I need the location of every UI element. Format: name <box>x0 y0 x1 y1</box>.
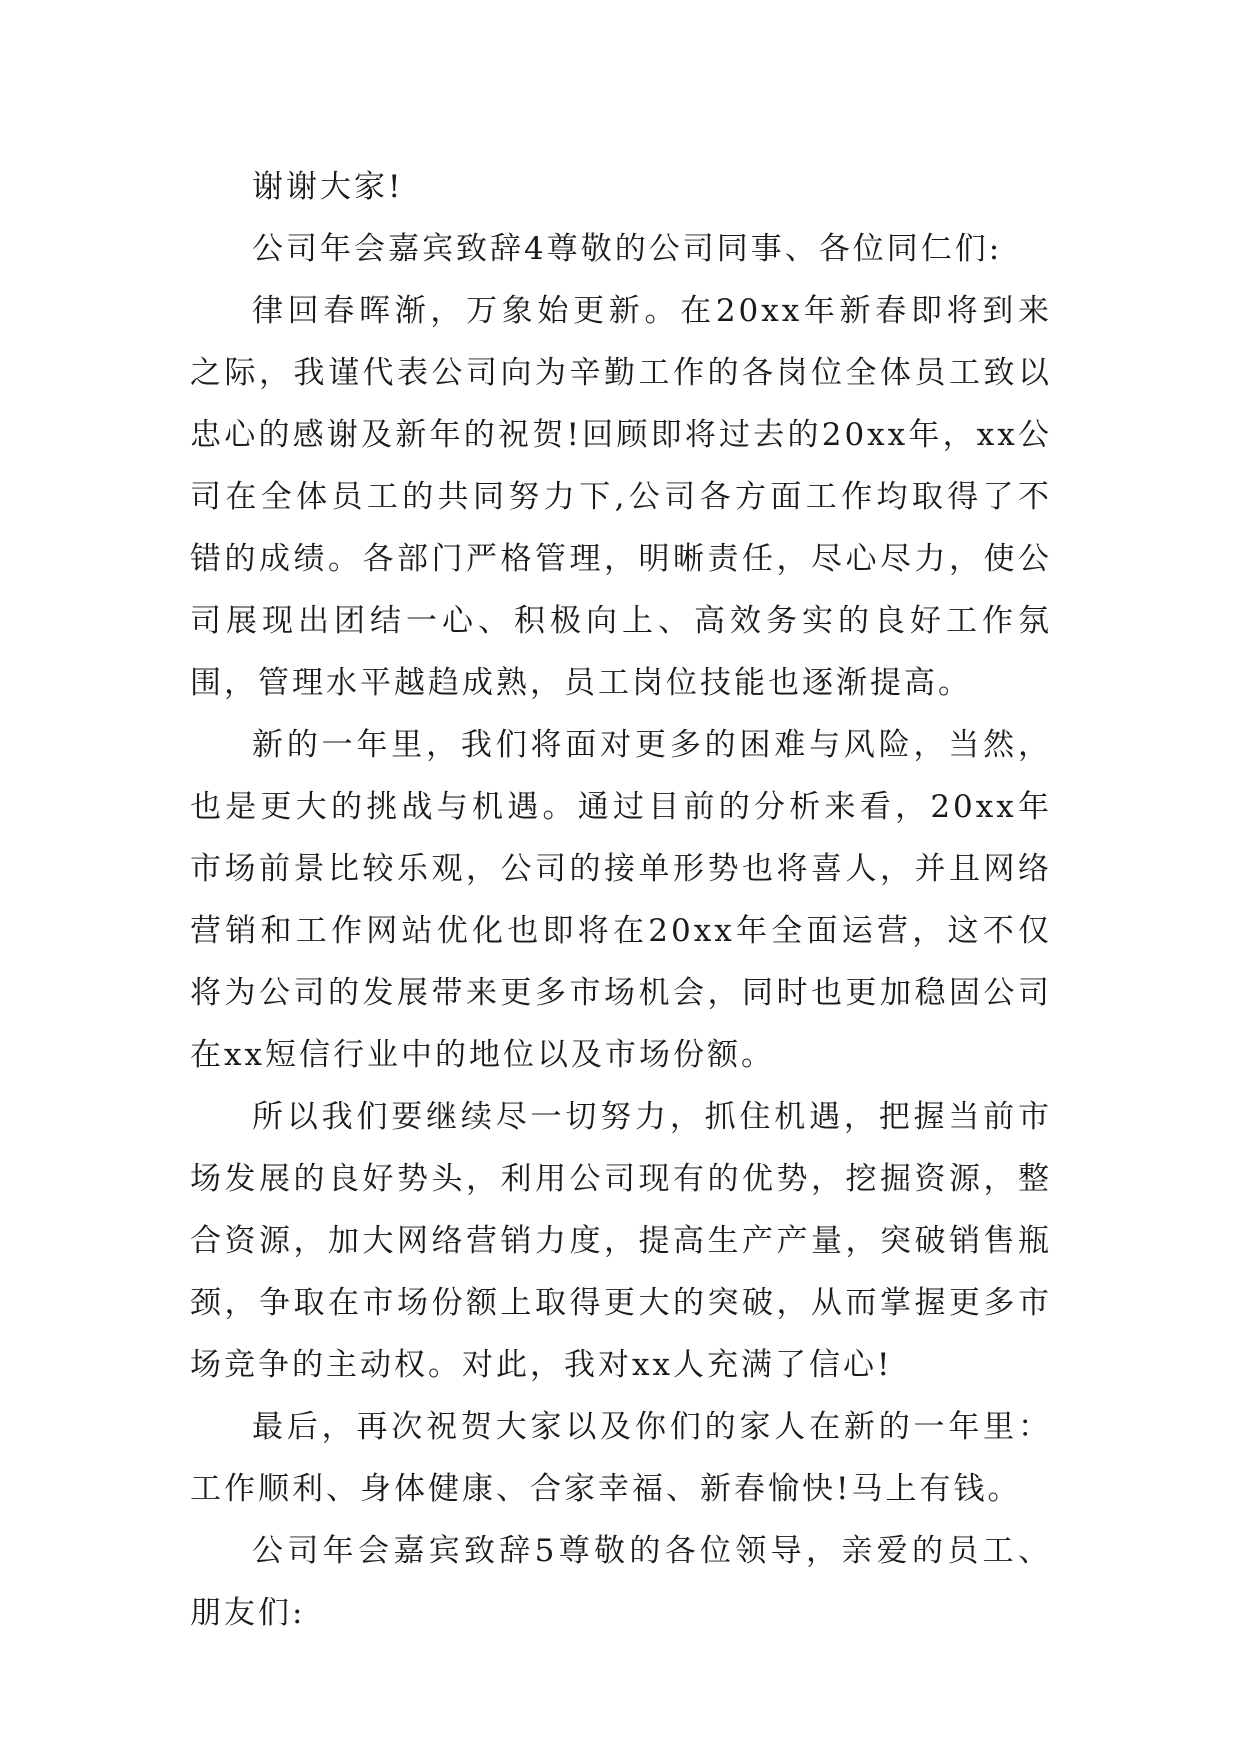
paragraph-outlook: 新的一年里，我们将面对更多的困难与风险，当然，也是更大的挑战与机遇。通过目前的分析来看，20xx年市场前景比较乐观，公司的接单形势也将喜人，并且网络营销和工作网站优化也即将在20xx年全面运营，这不仅将为公司的发展带来更多市场机会，同时也更加稳固公司在xx短信行业中的地位以及市场份额。 <box>190 727 1052 1073</box>
paragraph-thanks: 谢谢大家! <box>252 169 404 205</box>
paragraph-speech-5-heading: 公司年会嘉宾致辞5尊敬的各位领导，亲爱的员工、朋友们: <box>190 1533 1052 1631</box>
paragraph-speech-4-heading: 公司年会嘉宾致辞4尊敬的公司同事、各位同仁们: <box>252 231 1003 267</box>
paragraph-wishes: 最后，再次祝贺大家以及你们的家人在新的一年里：工作顺利、身体健康、合家幸福、新春愉快!马上有钱。 <box>190 1409 1052 1507</box>
document-body <box>190 156 1052 1644</box>
paragraph-review: 律回春晖渐，万象始更新。在20xx年新春即将到来之际，我谨代表公司向为辛勤工作的各岗位全体员工致以忠心的感谢及新年的祝贺!回顾即将过去的20xx年，xx公司在全体员工的共同努力下,公司各方面工作均取得了不错的成绩。各部门严格管理，明晰责任，尽心尽力，使公司展现出团结一心、积极向上、高效务实的良好工作氛围，管理水平越趋成熟，员工岗位技能也逐渐提高。 <box>190 293 1052 701</box>
paragraph-effort: 所以我们要继续尽一切努力，抓住机遇，把握当前市场发展的良好势头，利用公司现有的优势，挖掘资源，整合资源，加大网络营销力度，提高生产产量，突破销售瓶颈，争取在市场份额上取得更大的突破，从而掌握更多市场竞争的主动权。对此，我对xx人充满了信心! <box>190 1099 1052 1383</box>
